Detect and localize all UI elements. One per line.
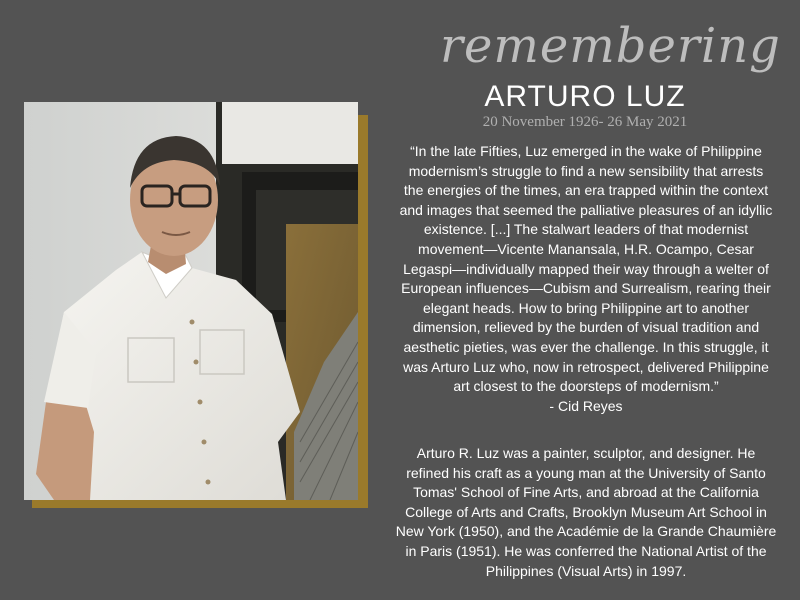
quote-block	[386, 142, 786, 416]
quote-line: European influences—Cubism and Surrealism, rearing their	[401, 280, 771, 297]
bio-line: New York (1950), and the Académie de la Grande Chaumière	[395, 523, 777, 540]
quote-line: art closest to the doorsteps of modernism.”	[453, 378, 719, 395]
biography-block	[386, 444, 786, 581]
bio-line: Philippines (Visual Arts) in 1997.	[485, 562, 687, 579]
bio-line: refined his craft as a young man at the University of Santo	[406, 464, 766, 481]
quote-line: the energies of the times, an era trapped within the context	[403, 182, 769, 199]
quote-line: Legaspi—individually mapped their way through a welter of	[403, 260, 769, 277]
quote-line: “In the late Fifties, Luz emerged in the wake of Philippine	[410, 143, 762, 159]
quote-line: and images that seemed the palliative pleasures of an idyllic	[399, 201, 773, 218]
artist-name-heading: ARTURO LUZ	[484, 80, 686, 113]
bio-line: College of Arts and Crafts, Brooklyn Museum Art School in	[405, 503, 767, 520]
quote-line: was Arturo Luz who, now in retrospect, delivered Philippine	[403, 358, 769, 375]
quote-line: dimension, relieved by the burden of visual tradition and	[412, 319, 760, 336]
quote-line: elegant heads. How to bring Philippine art to another	[422, 299, 750, 316]
quote-attribution: - Cid Reyes	[549, 397, 623, 414]
bio-line: Arturo R. Luz was a painter, sculptor, and designer. He	[416, 445, 756, 461]
life-dates: 20 November 1926- 26 May 2021	[482, 114, 688, 130]
quote-line: aesthetic pieties, was ever the challenge. In this struggle, it	[403, 338, 769, 355]
remembering-heading: remembering	[440, 18, 781, 74]
quote-line: modernism’s struggle to find a new sensibility that arrests	[408, 162, 764, 179]
bio-line: in Paris (1951). He was conferred the National Artist of the	[405, 542, 767, 559]
portrait-photo	[24, 102, 358, 500]
quote-line: existence. [...] The stalwart leaders of that modernist	[423, 221, 749, 238]
bio-line: Tomas' School of Fine Arts, and abroad at the California	[413, 484, 759, 501]
quote-line: movement—Vicente Manansala, H.R. Ocampo, Cesar	[418, 240, 754, 257]
